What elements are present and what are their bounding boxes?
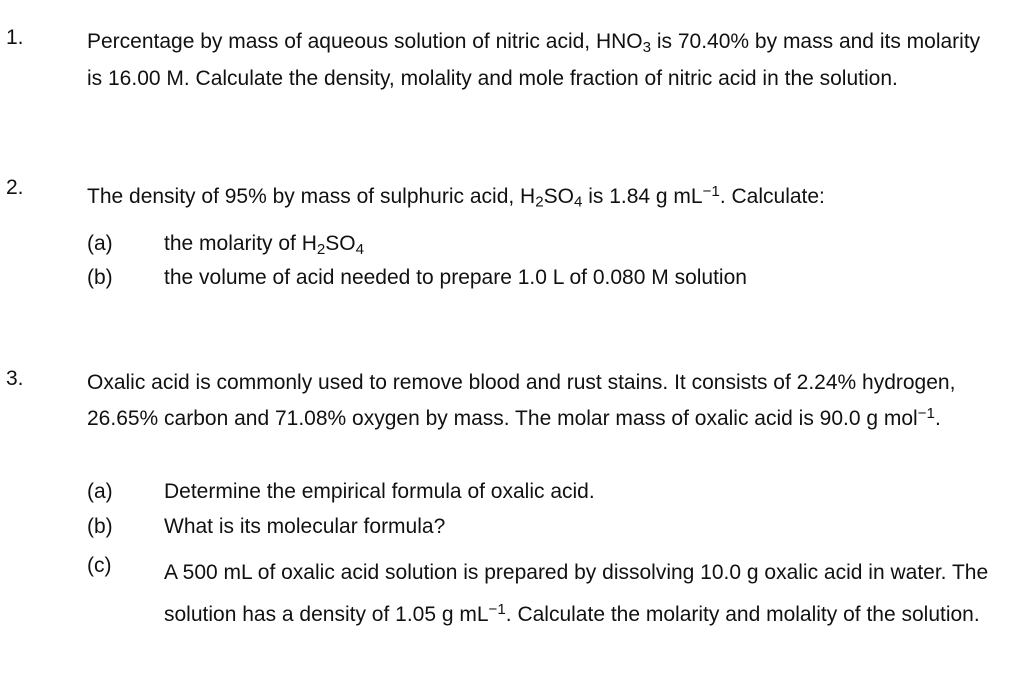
part-text: A 500 mL of oxalic acid solution is prepared by dissolving 10.0 g oxalic acid in water. The solution has a density of 1.05 g $mL^{-1}$. Calculate the molarity and molality of the solution.: [164, 561, 989, 626]
question-text: The density of 95% by mass of sulphuric acid, $H_2SO_4$ is 1.84 g $mL^{-1}$. Calculate:: [87, 183, 825, 211]
part-label: (b): [87, 266, 113, 289]
part-label: (a): [87, 232, 113, 255]
question-number: 2.: [6, 176, 24, 199]
part-text: the molarity of $H_2SO_4$: [164, 232, 365, 258]
part-text: the volume of acid needed to prepare 1.0 L of 0.080 M solution: [164, 266, 747, 289]
part-label: (c): [87, 554, 112, 577]
part-label: (a): [87, 480, 113, 503]
part-text: What is its molecular formula?: [164, 515, 446, 538]
question-number: 3.: [6, 367, 24, 390]
question-number: 1.: [6, 26, 24, 49]
part-text: Determine the empirical formula of oxalic acid.: [164, 480, 595, 503]
question-text: Percentage by mass of aqueous solution of nitric acid, $HNO_3$ is 70.40% by mass and its molarity is 16.00 M. Calculate the density, molality and mole fraction of nitric acid in the solution.: [87, 30, 981, 90]
question-text: Oxalic acid is commonly used to remove blood and rust stains. It consists of 2.24% hydrogen, 26.65% carbon and 71.08% oxygen by mass. The molar mass of oxalic acid is 90.0 g mol$^{-1}$.: [87, 371, 956, 430]
part-label: (b): [87, 515, 113, 538]
